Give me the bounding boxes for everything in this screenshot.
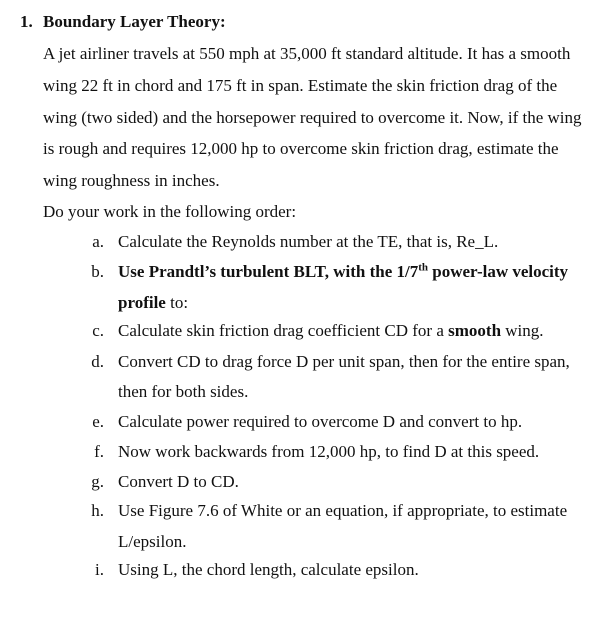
step-marker: a. [92,232,104,251]
step-b-bold-suffix: power-law velocity [428,262,569,281]
step-c-bold: smooth [448,321,502,340]
step-d-continuation: then for both sides. [118,382,249,401]
step-marker: b. [91,262,104,281]
instructions-line: Do your work in the following order: [43,202,297,221]
step-b-continuation-bold: profile [118,293,166,312]
problem-number: 1. [20,12,33,31]
step-h-text: Use Figure 7.6 of White or an equation, if appropriate, to estimate [118,501,568,520]
step-f-text: Now work backwards from 12,000 hp, to find D at this speed. [118,442,540,461]
step-a-text: Calculate the Reynolds number at the TE, that is, Re_L. [118,232,499,251]
statement-line: is rough and requires 12,000 hp to overcome skin friction drag, estimate the [43,139,559,158]
statement-line: wing roughness in inches. [43,171,220,190]
step-marker: g. [91,472,104,491]
step-marker: d. [91,352,104,371]
step-b-continuation [118,293,188,313]
step-g-text: Convert D to CD. [118,472,239,491]
step-c-text-before: Calculate skin friction drag coefficient CD for a [118,321,449,340]
step-marker: e. [92,412,104,431]
statement-line: A jet airliner travels at 550 mph at 35,000 ft standard altitude. It has a smooth [43,44,571,63]
step-b-continuation-plain: to: [165,293,189,312]
step-h-continuation: L/epsilon. [118,532,187,551]
statement-line: wing (two sided) and the horsepower required to overcome it. Now, if the wing [43,108,582,127]
step-marker: i. [95,560,104,579]
statement-line: wing 22 ft in chord and 175 ft in span. Estimate the skin friction drag of the [43,76,558,95]
step-b-bold-prefix: Use Prandtl’s turbulent BLT, with the 1/7 [118,262,419,281]
problem-heading [20,12,226,32]
step-marker: f. [94,442,104,461]
step-c-text [118,321,544,341]
step-d-text: Convert CD to drag force D per unit span, then for the entire span, [118,352,570,371]
step-b-text [118,262,568,282]
step-e-text: Calculate power required to overcome D and convert to hp. [118,412,523,431]
step-i-text: Using L, the chord length, calculate epsilon. [118,560,419,579]
step-c-text-after: wing. [501,321,544,340]
problem-title: Boundary Layer Theory: [43,12,226,31]
step-b-superscript: th [418,261,428,274]
step-marker: h. [91,501,104,520]
step-marker: c. [92,321,104,340]
